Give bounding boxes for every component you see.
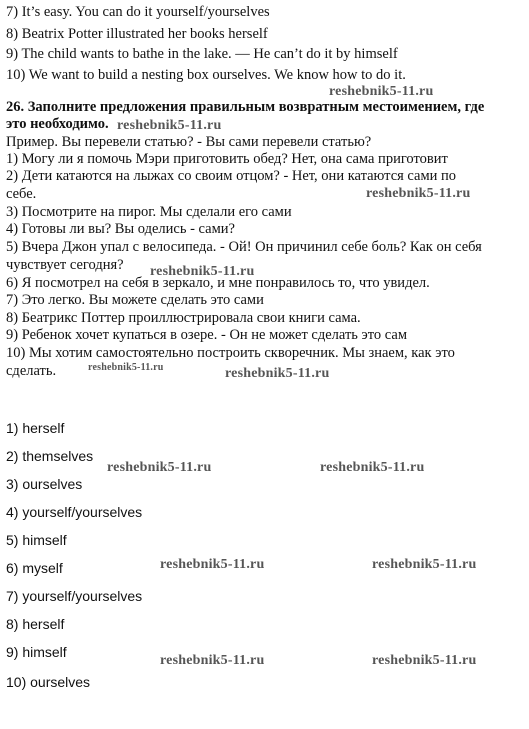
exercise-line-8: 8) Беатрикс Поттер проиллюстрировала свои книги сама. <box>6 310 361 326</box>
answer-7: 7) yourself/yourselves <box>6 588 143 604</box>
watermark: reshebnik5-11.ru <box>225 366 330 381</box>
watermark: reshebnik5-11.ru <box>366 186 471 201</box>
watermark: reshebnik5-11.ru <box>160 557 265 572</box>
top-answer-10: 10) We want to build a nesting box ourselves. We know how to do it. <box>6 67 406 83</box>
watermark: reshebnik5-11.ru <box>372 557 477 572</box>
top-answer-8: 8) Beatrix Potter illustrated her books herself <box>6 26 268 42</box>
watermark: reshebnik5-11.ru <box>329 84 434 99</box>
exercise-title-line1: 26. Заполните предложения правильным возвратным местоимением, где <box>6 99 485 115</box>
exercise-title-line2: это необходимо. <box>6 116 109 132</box>
answer-3: 3) ourselves <box>6 476 83 492</box>
exercise-line-9: 9) Ребенок хочет купаться в озере. - Он не может сделать это сам <box>6 327 407 343</box>
watermark: reshebnik5-11.ru <box>160 653 265 668</box>
answer-5: 5) himself <box>6 532 67 548</box>
exercise-line-2: 2) Дети катаются на лыжах со своим отцом? - Нет, они катаются сами по <box>6 168 457 184</box>
exercise-line-10-cont: сделать. <box>6 363 57 379</box>
answer-4: 4) yourself/yourselves <box>6 504 143 520</box>
top-answer-9: 9) The child wants to bathe in the lake. — He can’t do it by himself <box>6 46 398 62</box>
exercise-line-3: 3) Посмотрите на пирог. Мы сделали его сами <box>6 204 292 220</box>
answer-8: 8) herself <box>6 616 65 632</box>
exercise-line-5: 5) Вчера Джон упал с велосипеда. - Ой! Он причинил себе боль? Как он себя <box>6 239 482 255</box>
exercise-example: Пример. Вы перевели статью? - Вы сами перевели статью? <box>6 134 372 150</box>
answer-2: 2) themselves <box>6 448 94 464</box>
answer-6: 6) myself <box>6 560 63 576</box>
answer-10: 10) ourselves <box>6 674 91 690</box>
watermark: reshebnik5-11.ru <box>150 264 255 279</box>
answer-9: 9) himself <box>6 644 67 660</box>
watermark: reshebnik5-11.ru <box>88 362 164 373</box>
exercise-line-4: 4) Готовы ли вы? Вы оделись - сами? <box>6 221 235 237</box>
exercise-line-6: 6) Я посмотрел на себя в зеркало, и мне понравилось то, что увидел. <box>6 275 430 291</box>
watermark: reshebnik5-11.ru <box>107 460 212 475</box>
watermark: reshebnik5-11.ru <box>372 653 477 668</box>
exercise-line-2-cont: себе. <box>6 186 37 202</box>
exercise-line-5-cont: чувствует сегодня? <box>6 257 124 273</box>
exercise-line-7: 7) Это легко. Вы можете сделать это сами <box>6 292 264 308</box>
exercise-line-10: 10) Мы хотим самостоятельно построить скворечник. Мы знаем, как это <box>6 345 455 361</box>
watermark: reshebnik5-11.ru <box>320 460 425 475</box>
exercise-line-1: 1) Могу ли я помочь Мэри приготовить обед? Нет, она сама приготовит <box>6 151 448 167</box>
watermark: reshebnik5-11.ru <box>117 118 222 133</box>
answer-1: 1) herself <box>6 420 65 436</box>
top-answer-7: 7) It’s easy. You can do it yourself/yourselves <box>6 4 270 20</box>
